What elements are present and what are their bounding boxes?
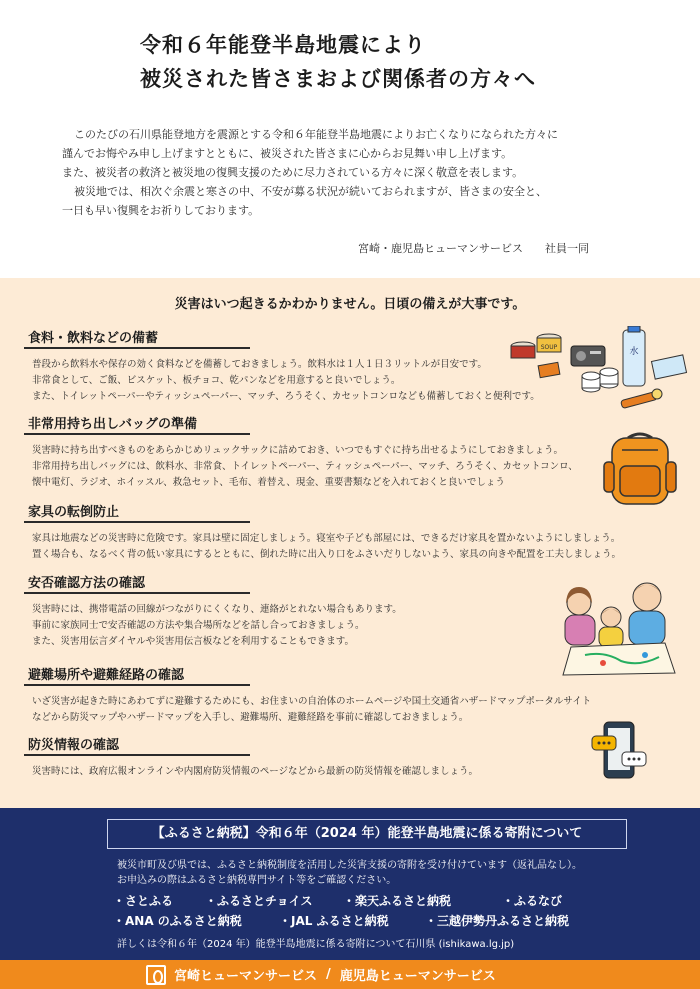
tip-title: 食料・飲料などの備蓄 [28,331,159,346]
page-title [140,28,536,96]
tip-text [32,357,540,405]
tip-line: 災害時には、携帯電話の回線がつながりにくくなり、連絡がとれない場合もあります。 [32,604,402,615]
tip-title: 避難場所や避難経路の確認 [28,668,185,683]
tip-text [32,602,402,650]
tip-title: 安否確認方法の確認 [28,576,146,591]
site-link-jal[interactable]: ・JAL ふるさと納税 [279,914,389,928]
tip-line: 普段から飲料水や保存の効く食料などを備蓄しておきましょう。飲料水は１人１日３リットルが目安です。 [32,359,487,370]
site-link-ana[interactable]: ・ANA のふるさと納税 [113,914,242,928]
message-line: 被災地では、相次ぐ余震と寒さの中、不安が募る状況が続いておられますが、皆さまの安全と、 [74,185,547,198]
message-line: このたびの石川県能登地方を震源とする令和６年能登半島地震によりお亡くなりになられた方々に [74,128,558,141]
tip-line: 置く場合も、なるべく背の低い家具にするとともに、倒れた時に出入り口をふさいだりしないよう、家具の向きや配置を工夫しましょう。 [32,549,622,560]
tip-line: 家具は地震などの災害時に危険です。家具は壁に固定しましょう。寝室や子ども部屋には、できるだけ家具を置かないようにしましょう。 [32,533,621,544]
furusato-description [117,858,582,888]
tip-text [32,694,591,726]
tip-line: 事前に家族同士で安否確認の方法や集合場所などを話し合っておきましょう。 [32,620,365,631]
tip-underline [24,433,250,435]
family-map-illustration [555,573,680,678]
condolence-section [0,0,700,278]
furusato-title: 【ふるさと納税】令和６年（2024 年）能登半島地震に係る寄附について [107,819,627,849]
tip-line: 災害時に持ち出すべきものをあらかじめリュックサックに詰めておき、いつでもすぐに持ち出せるようにしておきましょう。 [32,445,563,456]
bottle-label: 水 [629,347,639,357]
furusato-desc-line: お申込みの際はふるさと納税専門サイト等をご確認ください。 [117,875,397,886]
site-link-furusato-choice[interactable]: ・ふるさとチョイス [205,894,313,908]
tip-title: 非常用持ち出しバッグの準備 [28,417,198,432]
message-line: 一日も早い復興をお祈りしております。 [62,204,260,217]
site-link-mitsukoshi-isetan[interactable]: ・三越伊勢丹ふるさと納税 [425,914,570,928]
tip-underline [24,754,250,756]
company-logo-icon [146,965,166,985]
footer-company-miyazaki: 宮崎ヒューマンサービス [174,969,318,984]
tip-title: 防災情報の確認 [28,738,120,753]
tip-line: 非常用持ち出しバッグには、飲料水、非常食、トイレットペーパー、ティッシュペーパー、マッチ、ろうそく、カセットコンロ、 [32,461,578,472]
tip-line: また、トイレットペーパーやティッシュペーパー、マッチ、ろうそく、カセットコンロなども備蓄しておくと便利です。 [32,391,540,402]
tip-underline [24,521,250,523]
site-link-rakuten[interactable]: ・楽天ふるさと納税 [343,894,452,908]
smartphone-chat-illustration [590,718,650,782]
signature-staff: 社員一同 [545,242,589,255]
signature [358,240,589,256]
tip-underline [24,684,250,686]
tip-line: などから防災マップやハザードマップを入手し、避難場所、避難経路を事前に確認しておきましょう。 [32,712,469,723]
title-line-1: 令和６年能登半島地震により [140,32,426,57]
tip-line: いざ災害が起きた時にあわてずに避難するためにも、お住まいの自治体のホームページや国土交通省ハザードマップポータルサイト [32,696,592,707]
tip-line: 非常食として、ご飯、ビスケット、板チョコ、乾パンなどを用意すると良いでしょう。 [32,375,401,386]
tip-text [32,764,478,780]
preparedness-heading: 災害はいつ起きるかわかりません。日頃の備えが大事です。 [174,297,526,312]
site-link-satofull[interactable]: ・さとふる [113,894,174,908]
tip-line: 災害時には、政府広報オンラインや内閣府防災情報のページなどから最新の防災情報を確認しましょう。 [32,766,479,777]
furusato-more-info-link[interactable]: 詳しくは令和６年（2024 年）能登半島地震に係る寄附について石川県 (ishikawa.lg.jp) [117,939,515,950]
can-label: SOUP [540,344,558,351]
tip-text [32,443,578,491]
furusato-desc-line: 被災市町及び県では、ふるさと納税制度を活用した災害支援の寄附を受け付けています（返礼品なし）。 [117,860,582,871]
furusato-donation-section [0,808,700,960]
tip-underline [24,347,250,349]
tip-title: 家具の転倒防止 [28,505,120,520]
condolence-message [62,125,662,220]
message-line: 謹んでお悔やみ申し上げますとともに、被災された皆さまに心からお見舞い申し上げます。 [62,147,513,160]
title-line-2: 被災された皆さまおよび関係者の方々へ [140,66,536,91]
footer-separator: / [326,967,331,982]
footer-company-kagoshima: 鹿児島ヒューマンサービス [339,969,496,984]
message-line: また、被災者の救済と被災地の復興支援のために尽力されている方々に深く敬意を表します。 [62,166,524,179]
tip-underline [24,592,250,594]
tip-line: また、災害用伝言ダイヤルや災害用伝言板などを利用することもできます。 [32,636,354,647]
tip-text [32,531,621,563]
tip-line: 懐中電灯、ラジオ、ホイッスル、救急セット、毛布、着替え、現金、重要書類などを入れておくと良いでしょう [32,477,505,488]
footer [0,960,700,989]
backpack-illustration [600,430,680,508]
emergency-supplies-illustration [505,326,690,416]
site-link-furunavi[interactable]: ・ふるなび [502,894,563,908]
preparedness-section [0,278,700,808]
signature-company: 宮崎・鹿児島ヒューマンサービス [358,242,523,255]
footer-company-names [146,964,496,985]
